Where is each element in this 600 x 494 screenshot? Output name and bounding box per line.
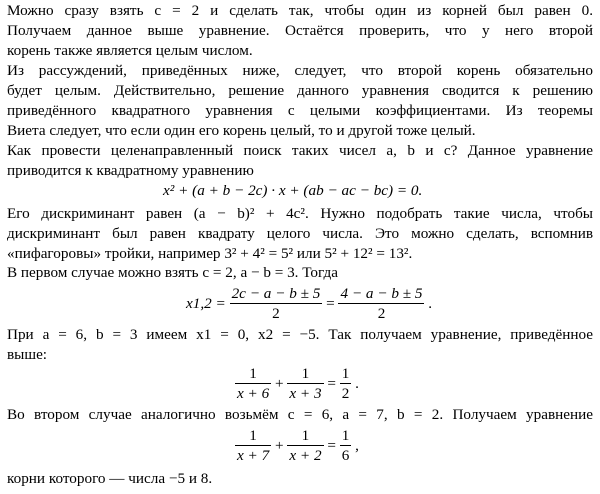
eq1-end-punct: . (355, 374, 359, 392)
paragraph-2-line-2: будет целым. Действительно, решение данного уравнения сводится к решению (7, 82, 593, 99)
roots-fraction-1 (230, 284, 323, 323)
paragraph-1-line-2: Получаем данное выше уравнение. Остаётся проверить, что у него второй (7, 22, 593, 39)
paragraph-3-line-2: приводится к квадратному уравнению (7, 162, 254, 179)
eq1-fraction-3 (340, 364, 352, 403)
eq2-fraction-3 (340, 426, 352, 465)
eq2-equals: = (327, 436, 336, 454)
paragraph-2-line-4: Виета следует, что если один его корень целый, то и другой тоже целый. (7, 122, 476, 139)
eq1-fraction-2-denominator: x + 3 (289, 385, 322, 402)
paragraph-5-line-1: В первом случае можно взять c = 2, a − b = 3. Тогда (7, 264, 338, 281)
equation-1 (235, 364, 359, 403)
paragraph-1-line-3: корень также является целым числом. (7, 42, 253, 59)
eq2-end-punct: , (355, 436, 359, 454)
eq1-fraction-3-numerator: 1 (341, 365, 350, 382)
paragraph-2-line-3: приведённого квадратного уравнения с целыми коэффициентами. Из теоремы (7, 102, 593, 119)
paragraph-4-line-2: дискриминант был равен квадрату целого числа. Это можно сделать, вспомнив (7, 225, 593, 242)
roots-fraction-2-denominator: 2 (377, 305, 386, 322)
paragraph-2-line-1: Из рассуждений, приведённых ниже, следует, что второй корень обязательно (7, 62, 593, 79)
eq1-fraction-1-numerator: 1 (235, 364, 271, 384)
eq1-fraction-1-denominator: x + 6 (237, 385, 270, 402)
equation-2 (235, 426, 359, 465)
paragraph-4-line-3: «пифагоровы» тройки, например 3² + 4² = 5² или 5² + 12² = 13². (7, 245, 413, 262)
paragraph-8-line-1: корни которого — числа −5 и 8. (7, 470, 213, 487)
eq2-fraction-1-denominator: x + 7 (237, 447, 270, 464)
eq1-fraction-1 (235, 364, 271, 403)
roots-fraction-2 (338, 284, 424, 323)
roots-lhs: x1,2 = (186, 294, 226, 312)
roots-end-punct: . (428, 294, 433, 312)
eq2-fraction-2 (287, 426, 323, 465)
eq1-fraction-2-numerator: 1 (287, 364, 323, 384)
quadratic-equation: x² + (a + b − 2c) · x + (ab − ac − bc) = 0. (163, 182, 423, 199)
roots-fraction-2-numerator: 4 − a − b ± 5 (340, 285, 423, 302)
paragraph-3-line-1: Как провести целенаправленный поиск таких чисел a, b и c? Данное уравнение (7, 142, 593, 159)
eq2-fraction-1-numerator: 1 (235, 426, 271, 446)
paragraph-7-line-1: Во втором случае аналогично возьмём c = 6, a = 7, b = 2. Получаем уравнение (7, 406, 593, 423)
eq1-plus: + (274, 374, 284, 392)
eq2-fraction-2-numerator: 1 (287, 426, 323, 446)
eq2-plus: + (274, 436, 284, 454)
eq1-equals: = (327, 374, 336, 392)
eq2-fraction-2-denominator: x + 2 (289, 447, 322, 464)
paragraph-1-line-1: Можно сразу взять c = 2 и сделать так, чтобы один из корней был равен 0. (7, 2, 593, 19)
paragraph-6-line-2: выше: (7, 346, 48, 363)
paragraph-4-line-1: Его дискриминант равен (a − b)² + 4c². Нужно подобрать такие числа, чтобы (7, 205, 593, 222)
eq2-fraction-1 (235, 426, 271, 465)
roots-formula (186, 284, 432, 323)
eq2-fraction-3-denominator: 6 (341, 447, 350, 464)
roots-fraction-1-numerator: 2c − a − b ± 5 (231, 285, 321, 302)
eq2-fraction-3-numerator: 1 (341, 427, 350, 444)
roots-fraction-1-denominator: 2 (272, 305, 280, 322)
paragraph-6-line-1: При a = 6, b = 3 имеем x1 = 0, x2 = −5. Так получаем уравнение, приведённое (7, 326, 593, 343)
eq1-fraction-3-denominator: 2 (341, 385, 350, 402)
roots-equals: = (326, 294, 335, 312)
eq1-fraction-2 (287, 364, 323, 403)
